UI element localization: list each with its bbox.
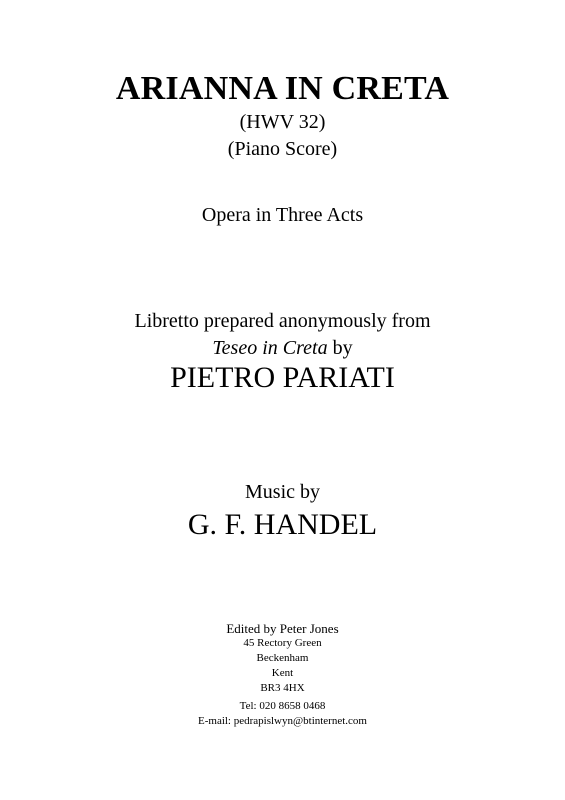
composer-name: G. F. HANDEL: [187, 508, 378, 541]
source-by: by: [327, 337, 353, 359]
editor-credit: Edited by Peter Jones: [226, 621, 339, 636]
libretto-credit: Libretto prepared anonymously from: [134, 310, 431, 332]
source-title: Teseo in Creta: [212, 337, 328, 359]
address-line: Beckenham: [256, 652, 309, 664]
address-line: BR3 4HX: [260, 682, 305, 694]
telephone: Tel: 020 8658 0468: [239, 700, 326, 712]
email-address: E-mail: pedrapislwyn@btinternet.com: [198, 715, 367, 727]
opera-subtitle: Opera in Three Acts: [201, 204, 364, 226]
catalogue-number: (HWV 32): [239, 111, 326, 133]
librettist-name: PIETRO PARIATI: [170, 361, 395, 394]
address-line: 45 Rectory Green: [243, 637, 322, 649]
address-line: Kent: [271, 667, 294, 679]
opera-title: ARIANNA IN CRETA: [115, 70, 450, 107]
edition-type: (Piano Score): [227, 138, 338, 160]
libretto-source: [0, 338, 565, 358]
music-by-label: Music by: [245, 481, 320, 503]
